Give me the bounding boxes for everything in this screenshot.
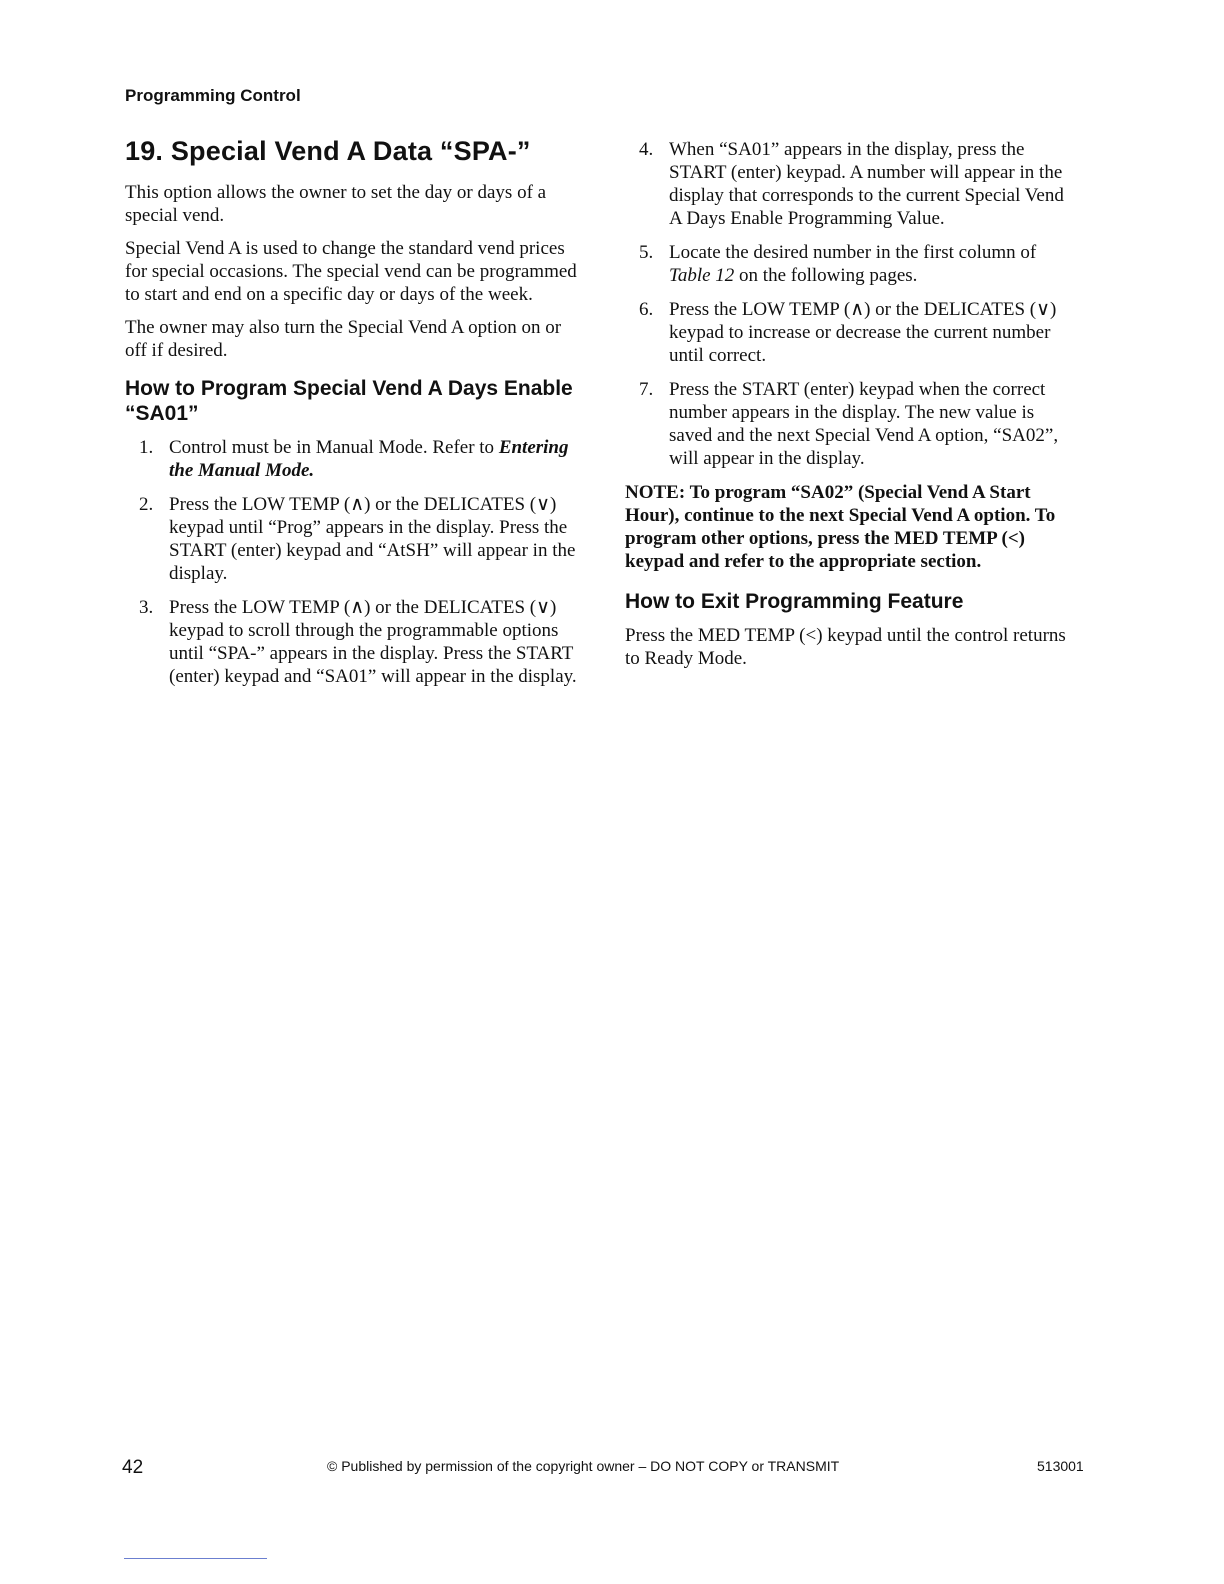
list-item	[125, 436, 580, 482]
list-item	[625, 298, 1080, 367]
step-text-tail: on the following pages.	[734, 265, 918, 286]
exit-paragraph: Press the MED TEMP (<) keypad until the control returns to Ready Mode.	[625, 625, 1066, 669]
step-number: 2.	[139, 494, 154, 515]
step-number: 6.	[639, 299, 654, 320]
list-item	[625, 138, 1080, 230]
cross-reference: Entering the Manual Mode	[169, 437, 569, 481]
step-text: Press the START (enter) keypad when the correct number appears in the display. The new value is saved and the next Special Vend A option, “SA02”, will appear in the display.	[669, 379, 1059, 469]
document-number: 513001	[1037, 1458, 1084, 1474]
list-item	[625, 241, 1080, 287]
intro-paragraph: Special Vend A is used to change the standard vend prices for special occasions. The special vend can be programmed to start and end on a specific day or days of the week.	[125, 238, 577, 305]
intro-paragraph: The owner may also turn the Special Vend A option on or off if desired.	[125, 317, 562, 361]
exit-heading: How to Exit Programming Feature	[625, 590, 964, 613]
page-number: 42	[122, 1457, 144, 1478]
step-text: Control must be in Manual Mode. Refer to	[169, 437, 499, 458]
step-text: When “SA01” appears in the display, press the START (enter) keypad. A number will appear in the display that corresponds to the current Special Vend A Days Enable Programming Value.	[669, 139, 1064, 229]
step-number: 5.	[639, 242, 654, 263]
step-text: Locate the desired number in the first column of	[669, 242, 1037, 263]
left-column	[125, 136, 580, 699]
step-text-tail: .	[309, 460, 315, 481]
subsection-heading: How to Program Special Vend A Days Enable “SA01”	[125, 377, 573, 425]
steps-list	[625, 138, 1080, 470]
right-column	[625, 138, 1080, 680]
step-number: 7.	[639, 379, 654, 400]
note-text: NOTE: To program “SA02” (Special Vend A Start Hour), continue to the next Special Vend A option. To program other options, press the MED TEMP (<) keypad and refer to the appropriate section.	[625, 482, 1056, 572]
step-text: Press the LOW TEMP (∧) or the DELICATES (∨) keypad to scroll through the programmable options until “SPA-” appears in the display. Press the START (enter) keypad and “SA01” will appear in the display.	[169, 597, 577, 687]
footer-rule	[124, 1558, 267, 1559]
list-item	[125, 493, 580, 585]
step-number: 4.	[639, 139, 654, 160]
table-reference: Table 12	[669, 265, 735, 286]
step-number: 3.	[139, 597, 154, 618]
step-text: Press the LOW TEMP (∧) or the DELICATES (∨) keypad until “Prog” appears in the display. Press the START (enter) keypad and “AtSH” will appear in the display.	[169, 494, 576, 584]
step-number: 1.	[139, 437, 154, 458]
list-item	[125, 596, 580, 688]
steps-list	[125, 436, 580, 688]
copyright-notice: © Published by permission of the copyright owner – DO NOT COPY or TRANSMIT	[327, 1458, 840, 1474]
section-title: 19. Special Vend A Data “SPA-”	[125, 136, 531, 166]
running-head: Programming Control	[125, 86, 301, 105]
list-item	[625, 378, 1080, 470]
intro-paragraph: This option allows the owner to set the day or days of a special vend.	[125, 182, 547, 226]
step-text: Press the LOW TEMP (∧) or the DELICATES (∨) keypad to increase or decrease the current number until correct.	[669, 299, 1057, 366]
